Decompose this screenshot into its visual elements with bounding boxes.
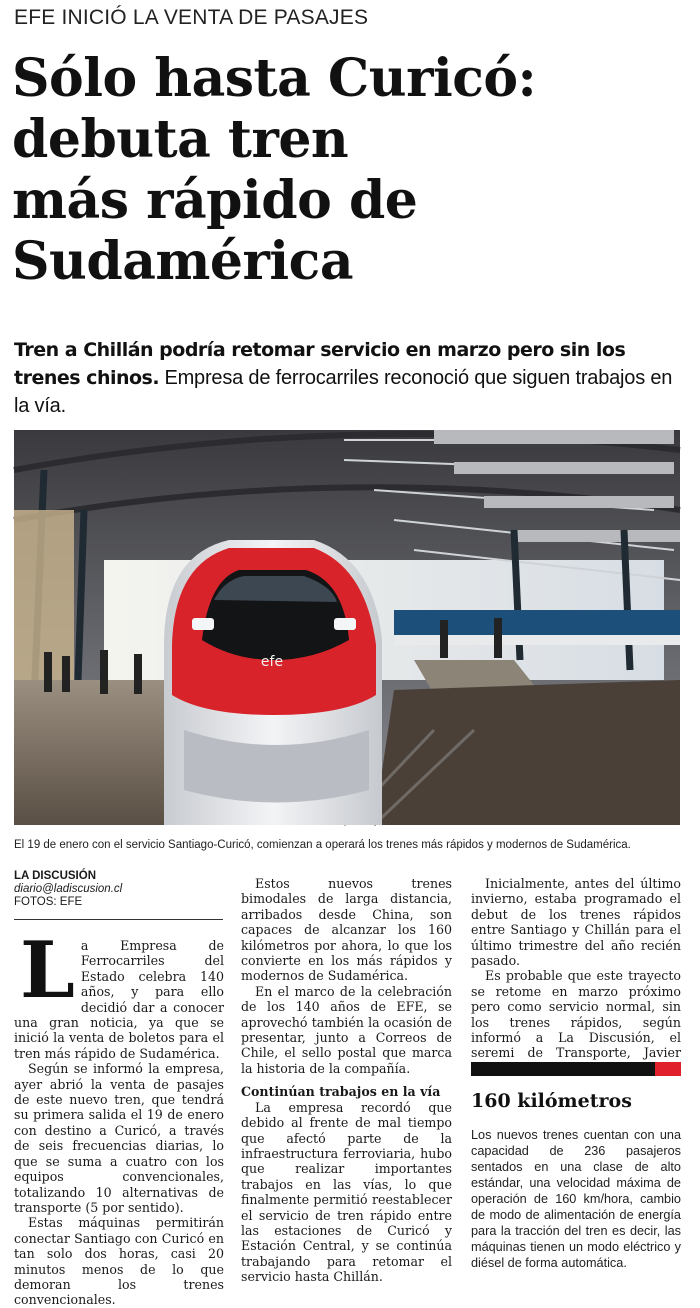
photo-caption: El 19 de enero con el servicio Santiago-Curicó, comienzan a operará los trenes más rápidos y modernos de Sudamérica. (14, 839, 631, 851)
article-paragraph-7: Inicialmente, antes del último invierno, estaba programado el debut de los trenes rápidos entre Santiago y Chillán para el último trimestre del año recién pasado. (471, 876, 681, 969)
kicker: EFE INICIÓ LA VENTA DE PASAJES (14, 6, 369, 29)
byline (14, 870, 224, 909)
headline-line-2: debuta tren (12, 109, 349, 170)
drop-cap: L (20, 925, 75, 1016)
deck (14, 336, 690, 420)
article-column-1 (14, 925, 224, 1308)
headline-line-3: más rápido de (12, 170, 418, 231)
byline-divider (14, 919, 223, 920)
article-paragraph-3: Estas máquinas permitirán conectar Santiago con Curicó en tan solo dos horas, casi 20 minutos menos de lo que demoran los trenes convencionales. (14, 1215, 224, 1308)
article-paragraph-2: Según se informó la empresa, ayer abrió la venta de pasajes de este nuevo tren, que tendrá su primera salida el 19 de enero con destino a Curicó, a través de seis frecuencias diarias, lo que se suma a cuatro con los equipos convencionales, totalizando 10 alternativas de transporte (5 por sentido). (14, 1061, 224, 1215)
byline-email[interactable]: diario@ladiscusion.cl (14, 883, 123, 895)
byline-name: LA DISCUSIÓN (14, 870, 96, 882)
article-paragraph-6: La empresa recordó que debido al frente de mal tiempo que afectó parte de la infraestructura ferroviaria, hubo que realizar importantes trabajos en las vías, lo que finalmente permitió reestablecer el servicio de tren rápido entre las estaciones de Curicó y Estación Central, y se continúa trabajando para retomar el servicio hasta Chillán. (241, 1099, 452, 1285)
train-station-photo (14, 430, 680, 825)
article-paragraph-8: Es probable que este trayecto se retome en marzo próximo pero como servicio normal, sin los trenes rápidos, según informó a La Discusión, el seremi de Transporte, Javier (471, 968, 681, 1061)
headline (12, 48, 692, 292)
deck-bold: Tren a Chillán podría retomar servicio en marzo pero sin los trenes chinos. (14, 339, 626, 389)
article-paragraph-4: Estos nuevos trenes bimodales de larga distancia, arribados desde China, son capaces de alcanzar los 160 kilómetros por ahora, lo que los convierte en los más rápidos y modernos de Sudamérica. (241, 876, 452, 984)
train-logo: efe (260, 654, 284, 670)
article-column-3 (471, 876, 681, 1076)
article-subhead: Continúan trabajos en la vía (241, 1084, 441, 1100)
deck-regular: Empresa de ferrocarriles reconoció que siguen trabajos en la vía. (14, 367, 673, 417)
article-paragraph-1: a Empresa de Ferrocarriles del Estado celebra 140 años, y para ello decidió dar a conocer una gran noticia, ya que se inició la venta de boletos para el tren más rápido de Sudamérica. (14, 938, 224, 1061)
photo-credit: FOTOS: EFE (14, 896, 83, 908)
sidebar-rule (471, 1062, 681, 1076)
headline-line-4: Sudamérica (12, 231, 354, 292)
article-column-2 (241, 876, 452, 1285)
headline-line-1: Sólo hasta Curicó: (12, 48, 537, 109)
article-paragraph-5: En el marco de la celebración de los 140 años de EFE, se aprovechó también la ocasión de presentar, junto a Correos de Chile, el sello postal que marca la historia de la compañía. (241, 983, 452, 1076)
sidebar-body: Los nuevos trenes cuentan con una capacidad de 236 pasajeros sentados en una clase de alto estándar, una velocidad máxima de operación de 160 km/hora, cambio de modo de alimentación de energía para la tracción del tren es decir, las máquinas tienen un modo eléctrico y diésel de forma automática. (471, 1128, 681, 1270)
sidebar-rule-accent (655, 1062, 681, 1076)
sidebar-title: 160 kilómetros (471, 1090, 632, 1112)
